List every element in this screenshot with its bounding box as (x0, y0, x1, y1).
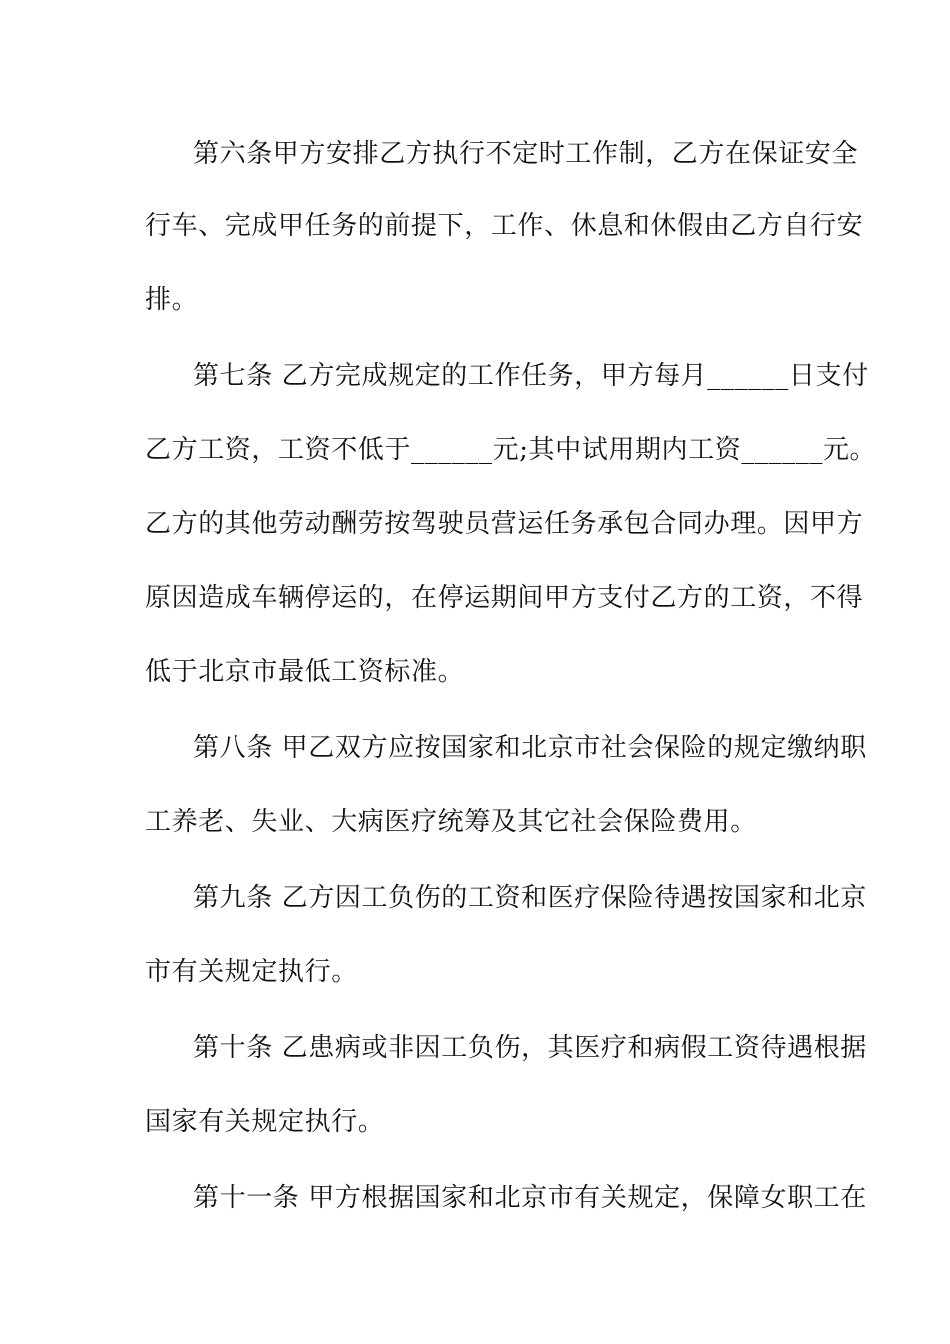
article-7-line-5: 低于北京市最低工资标准。 (145, 657, 465, 687)
article-9-line-1: 第九条 乙方因工负伤的工资和医疗保险待遇按国家和北京 (193, 883, 867, 913)
article-11-line-1: 第十一条 甲方根据国家和北京市有关规定，保障女职工在 (193, 1183, 867, 1213)
article-6-line-1: 第六条甲方安排乙方执行不定时工作制，乙方在保证安全 (193, 139, 859, 169)
article-7-line-4: 原因造成车辆停运的，在停运期间甲方支付乙方的工资，不得 (145, 583, 864, 613)
article-6-line-2: 行车、完成甲任务的前提下，工作、休息和休假由乙方自行安 (145, 211, 864, 241)
article-7-line-2: 乙方工资，工资不低于______元;其中试用期内工资______元。 (145, 435, 877, 465)
article-10-line-1: 第十条 乙患病或非因工负伤，其医疗和病假工资待遇根据 (193, 1033, 867, 1063)
article-6-line-3: 排。 (145, 285, 199, 315)
article-7-line-3: 乙方的其他劳动酬劳按驾驶员营运任务承包合同办理。因甲方 (145, 509, 864, 539)
article-8-line-2: 工养老、失业、大病医疗统筹及其它社会保险费用。 (145, 807, 757, 837)
article-10-line-2: 国家有关规定执行。 (145, 1107, 385, 1137)
article-8-line-1: 第八条 甲乙双方应按国家和北京市社会保险的规定缴纳职 (193, 733, 867, 763)
article-7-line-1: 第七条 乙方完成规定的工作任务，甲方每月______日支付 (193, 361, 869, 391)
article-9-line-2: 市有关规定执行。 (145, 957, 358, 987)
